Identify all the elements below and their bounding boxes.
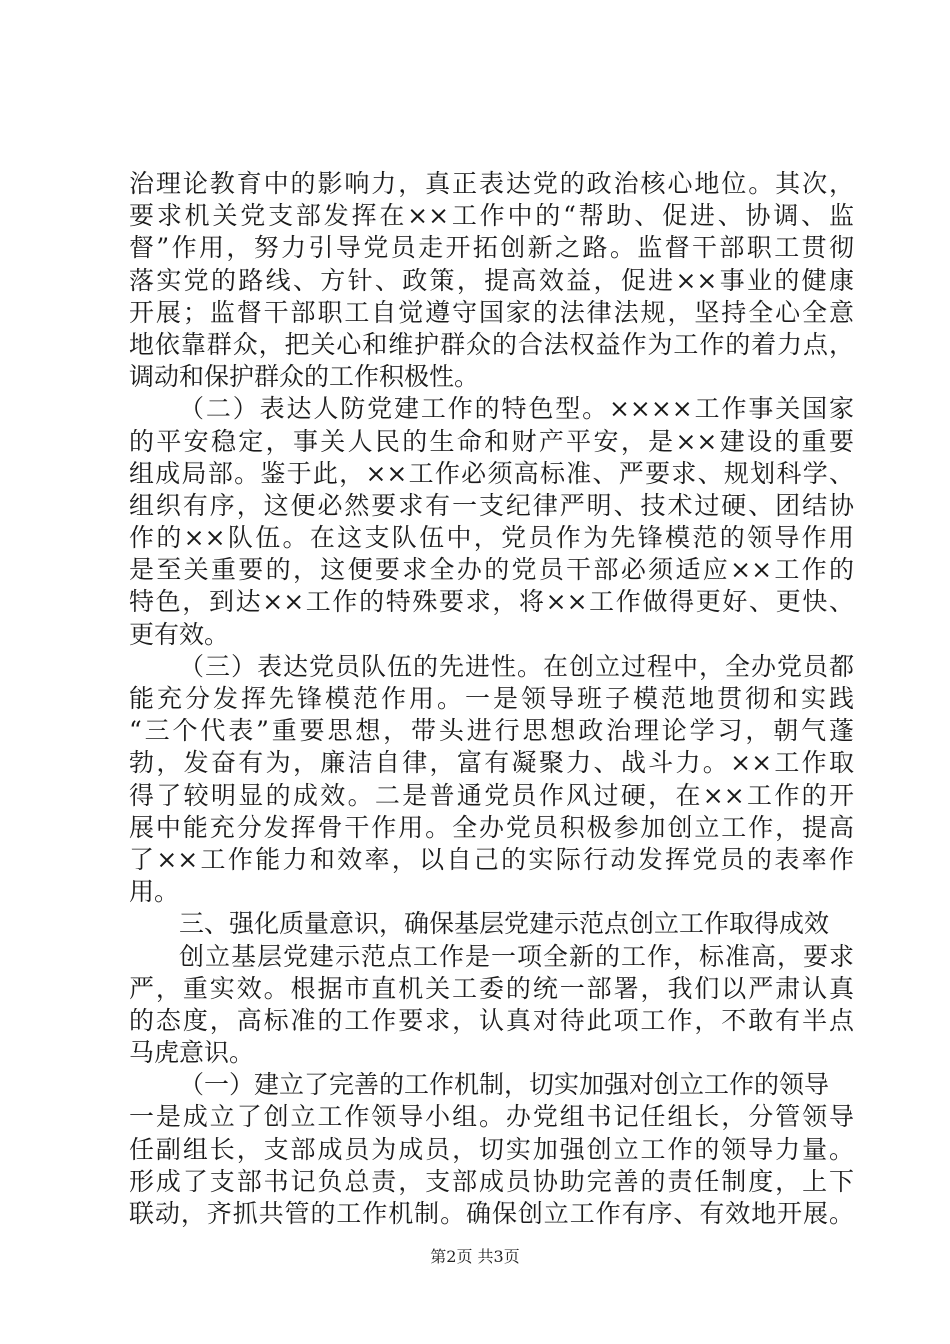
text-line: 勃，发奋有为，廉洁自律，富有凝聚力、战斗力。××工作取	[129, 748, 854, 778]
text-line: 用。	[129, 877, 180, 907]
text-line: 组织有序，这便必然要求有一支纪律严明、技术过硬、团结协	[129, 490, 854, 520]
text-line: 了××工作能力和效率，以自己的实际行动发挥党员的表率作	[129, 844, 854, 874]
text-line: 马虎意识。	[129, 1038, 255, 1068]
text-line: 展中能充分发挥骨干作用。全办党员积极参加创立工作，提高	[129, 812, 854, 842]
text-line: 开展；监督干部职工自觉遵守国家的法律法规，坚持全心全意	[129, 297, 854, 327]
text-line: 联动，齐抓共管的工作机制。确保创立工作有序、有效地开展。	[129, 1199, 854, 1228]
text-line: 作的××队伍。在这支队伍中，党员作为先锋模范的领导作用	[129, 523, 854, 553]
page-number-footer: 第2页 共3页	[430, 1247, 520, 1266]
section-heading-line: （二）表达人防党建工作的特色型。××××工作事关国家	[179, 394, 854, 424]
text-line: 督”作用，努力引导党员走开拓创新之路。监督干部职工贯彻	[129, 233, 854, 263]
text-line: 一是成立了创立工作领导小组。办党组书记任组长，分管领导	[129, 1102, 854, 1132]
text-line: 能充分发挥先锋模范作用。一是领导班子模范地贯彻和实践	[129, 684, 854, 713]
chapter-heading: 三、强化质量意识，确保基层党建示范点创立工作取得成效	[179, 909, 830, 939]
text-line: 的态度，高标准的工作要求，认真对待此项工作，不敢有半点	[129, 1005, 854, 1035]
text-line: 严，重实效。根据市直机关工委的统一部署，我们以严肃认真	[129, 973, 854, 1003]
text-line: 得了较明显的成效。二是普通党员作风过硬，在××工作的开	[129, 780, 854, 810]
document-body	[129, 168, 854, 1230]
text-line: 更有效。	[129, 619, 230, 649]
text-line: 的平安稳定，事关人民的生命和财产平安，是××建设的重要	[129, 426, 854, 456]
text-line: 地依靠群众，把关心和维护群众的合法权益作为工作的着力点，	[129, 329, 854, 359]
text-line: 治理论教育中的影响力，真正表达党的政治核心地位。其次，	[129, 169, 854, 198]
text-line: “三个代表”重要思想，带头进行思想政治理论学习，朝气蓬	[129, 716, 854, 746]
text-line: 形成了支部书记负总责，支部成员协助完善的责任制度，上下	[129, 1166, 854, 1196]
text-line: 任副组长，支部成员为成员，切实加强创立工作的领导力量。	[129, 1134, 854, 1164]
section-heading-line: （一）建立了完善的工作机制，切实加强对创立工作的领导	[179, 1070, 830, 1100]
text-line: 特色，到达××工作的特殊要求，将××工作做得更好、更快、	[129, 587, 854, 617]
text-line: 是至关重要的，这便要求全办的党员干部必须适应××工作的	[129, 555, 854, 585]
text-line: 组成局部。鉴于此，××工作必须高标准、严要求、规划科学、	[129, 458, 854, 488]
section-heading-line: （三）表达党员队伍的先进性。在创立过程中，全办党员都	[179, 651, 854, 681]
text-line: 落实党的路线、方针、政策，提高效益，促进××事业的健康	[129, 265, 854, 295]
text-line: 要求机关党支部发挥在××工作中的“帮助、促进、协调、监	[129, 201, 854, 231]
text-line: 创立基层党建示范点工作是一项全新的工作，标准高，要求	[179, 941, 854, 971]
text-line: 调动和保护群众的工作积极性。	[129, 362, 480, 392]
